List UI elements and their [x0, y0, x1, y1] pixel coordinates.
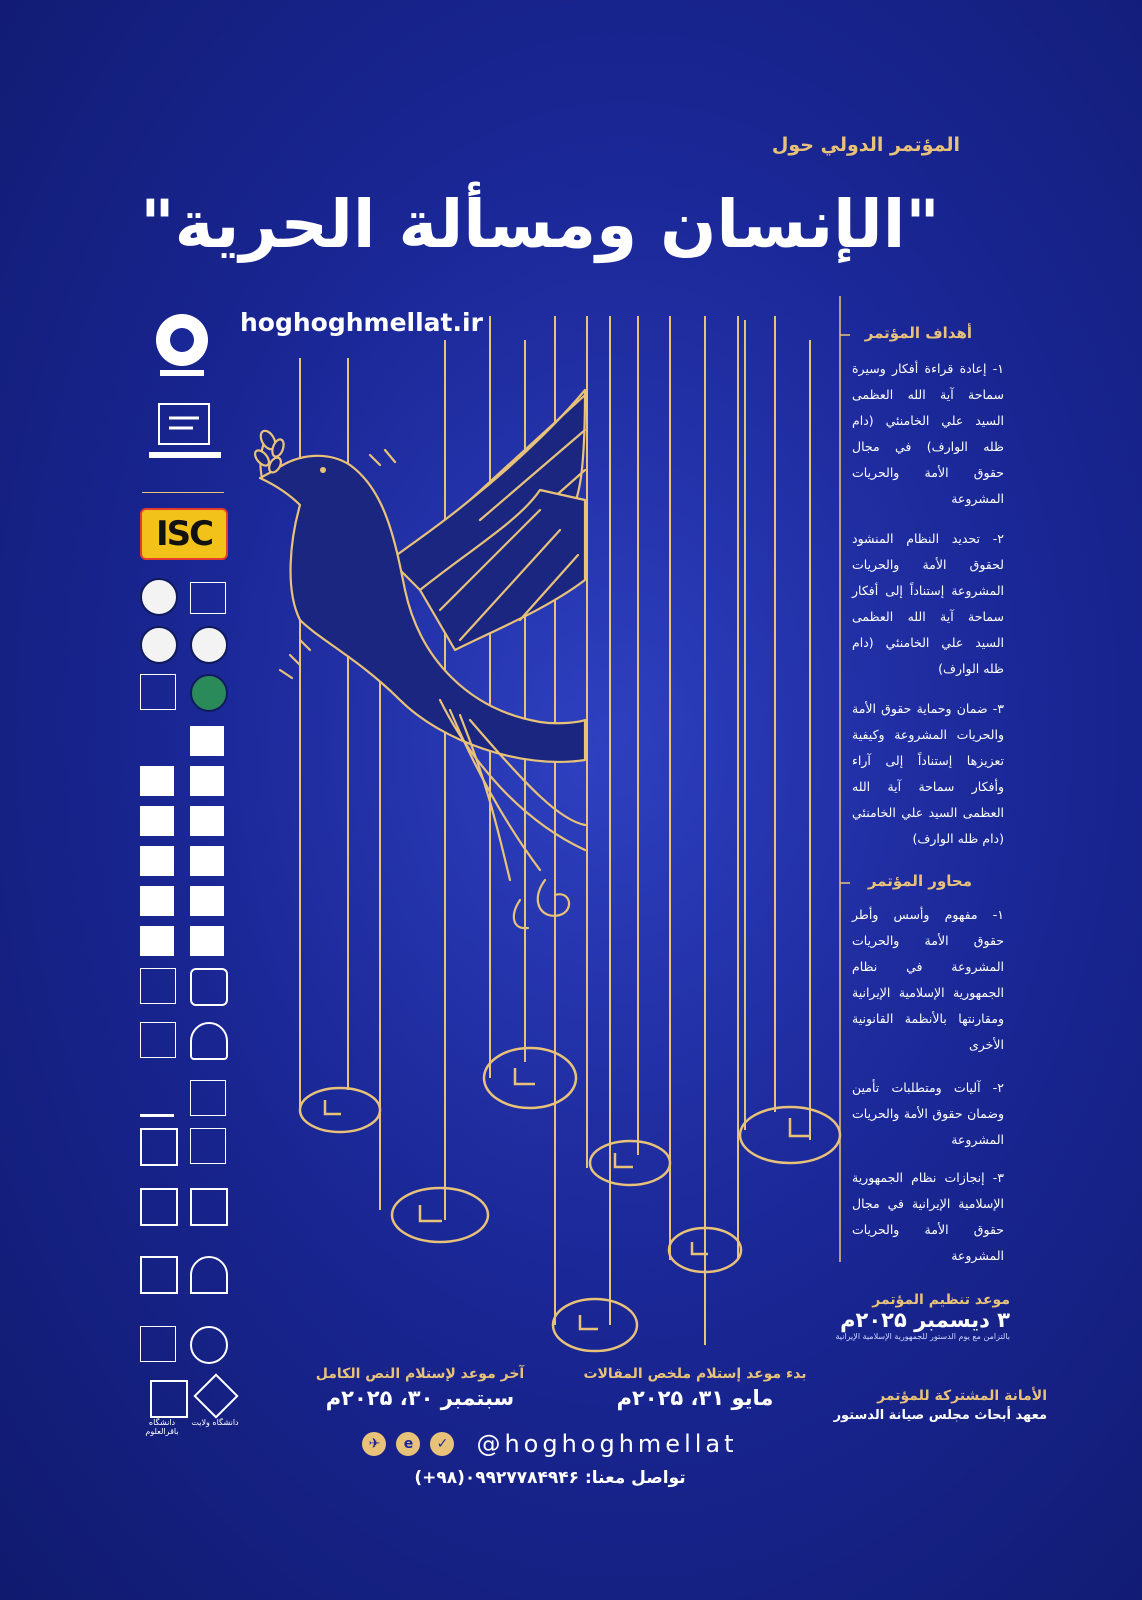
goal-item-2: ۲- تحديد النظام المنشود لحقوق الأمة والحريات المشروعة إستناداً إلى أفكار سماحة آية الله العظمى السيد علي الخامنئي (دام ظله الوارف): [852, 531, 1004, 676]
goal-item-1: ۱- إعادة قراءة أفكار وسيرة سماحة آية الله العظمى السيد علي الخامنئي (دام ظله الوارف) في مجال حقوق الأمة والحريات المشروعة: [852, 361, 1004, 506]
sponsor-logo: [190, 766, 224, 796]
sponsor-logo: [190, 726, 224, 756]
fulltext-deadline: [310, 1366, 530, 1410]
sponsor-logo: [190, 846, 224, 876]
axis-item-2: ۲- آليات ومتطلبات تأمين وضمان حقوق الأمة والحريات المشروعة: [852, 1080, 1004, 1147]
sponsor-logo: [190, 626, 228, 664]
sponsor-logo: [140, 626, 178, 664]
sponsor-logo: [140, 886, 174, 916]
goal-item-3: ۳- ضمان وحماية حقوق الأمة والحريات المشروعة وكيفية تعزيزها إستناداً إلى آراء وأفكار سماحة آية الله العظمى السيد علي الخامنئي (دام ظله الوارف): [852, 701, 1004, 846]
social-handle[interactable]: @hoghoghmellat: [476, 1430, 738, 1458]
azad-university-logo: [190, 1022, 228, 1060]
sponsor-logo: [140, 1326, 176, 1362]
axis-item-1: ۱- مفهوم وأسس وأطر حقوق الأمة والحريات المشروعة في نظام الجمهورية الإسلامية الإيرانية ومقارنتها بالأنظمة القانونية الأخرى: [852, 907, 1004, 1052]
conference-date: ۳ ديسمبر ۲۰۲۵م: [840, 1308, 1010, 1332]
conference-title: "الإنسان ومسألة الحرية": [140, 186, 940, 263]
conference-subtitle: المؤتمر الدولي حول: [771, 134, 960, 156]
baqir-al-olum-caption: دانشگاه باقرالعلوم: [145, 1418, 179, 1436]
axis-item-3: ۳- إنجازات نظام الجمهورية الإسلامية الإيرانية في مجال حقوق الأمة والحريات المشروعة: [852, 1170, 1004, 1263]
sponsor-logo: [190, 806, 224, 836]
sponsor-logo: [190, 674, 228, 712]
axes-heading: محاور المؤتمر: [867, 872, 972, 890]
bale-icon[interactable]: ✓: [430, 1432, 454, 1456]
abstract-date: مايو ۳۱، ۲۰۲۵م: [616, 1386, 774, 1410]
fulltext-label: آخر موعد لإستلام النص الكامل: [315, 1366, 525, 1382]
sponsor-logo: [190, 582, 226, 614]
conference-date-label: موعد تنظيم المؤتمر: [872, 1292, 1010, 1308]
abstract-label: بدء موعد إستلام ملخص المقالات: [583, 1366, 807, 1382]
sponsor-logo: [140, 766, 174, 796]
goals-heading: أهداف المؤتمر: [864, 324, 972, 342]
sponsor-logo: [140, 1080, 174, 1117]
sponsor-logo: [190, 1128, 226, 1164]
sponsor-logo: [140, 1188, 178, 1226]
contact-info: تواصل معنا: ۰۹۹۲۷۷۸۴۹۴۶(۹۸+): [414, 1468, 686, 1488]
sponsor-logo: [140, 926, 174, 956]
revolution-research-logo: [145, 398, 225, 468]
sponsor-logo: [140, 968, 176, 1004]
isc-logo: ISC: [140, 508, 228, 560]
judiciary-logo: [140, 674, 176, 710]
velayat-caption: دانشگاه ولایت: [191, 1418, 239, 1427]
secretariat-name: معهد أبحاث مجلس صيانة الدستور: [833, 1408, 1047, 1423]
conference-date-block: [810, 1292, 1010, 1341]
secretariat-block: [807, 1388, 1047, 1423]
sponsor-logo: [190, 1256, 228, 1294]
sponsor-logo: [190, 886, 224, 916]
sponsor-logo: [140, 578, 178, 616]
sponsor-logo: [140, 846, 174, 876]
secretariat-label: الأمانة المشتركة للمؤتمر: [877, 1388, 1047, 1404]
sponsor-logo: [140, 1128, 178, 1166]
sponsor-logo: [140, 806, 174, 836]
sponsor-logo: [190, 1080, 226, 1116]
abstract-deadline: [580, 1366, 810, 1410]
fulltext-date: سبتمبر ۳۰، ۲۰۲۵م: [325, 1386, 515, 1410]
sponsor-logo: [190, 968, 228, 1006]
logo-divider: [142, 492, 224, 493]
sponsor-logo: [190, 1326, 228, 1364]
sponsor-logo: [140, 1256, 178, 1294]
eitaa-icon[interactable]: e: [396, 1432, 420, 1456]
parliament-research-logo: [152, 310, 212, 382]
baqir-al-olum-logo: [150, 1380, 188, 1418]
sponsor-logo: [140, 722, 174, 756]
sponsor-logo: [140, 1022, 176, 1058]
social-row: [350, 1430, 750, 1458]
telegram-icon[interactable]: ✈: [362, 1432, 386, 1456]
website-link[interactable]: hoghoghmellat.ir: [240, 308, 483, 337]
sponsor-logo: [190, 1188, 228, 1226]
sponsor-logo: [190, 926, 224, 956]
conference-date-note: بالتزامن مع يوم الدستور للجمهورية الإسلامية الإيرانية: [835, 1332, 1010, 1341]
